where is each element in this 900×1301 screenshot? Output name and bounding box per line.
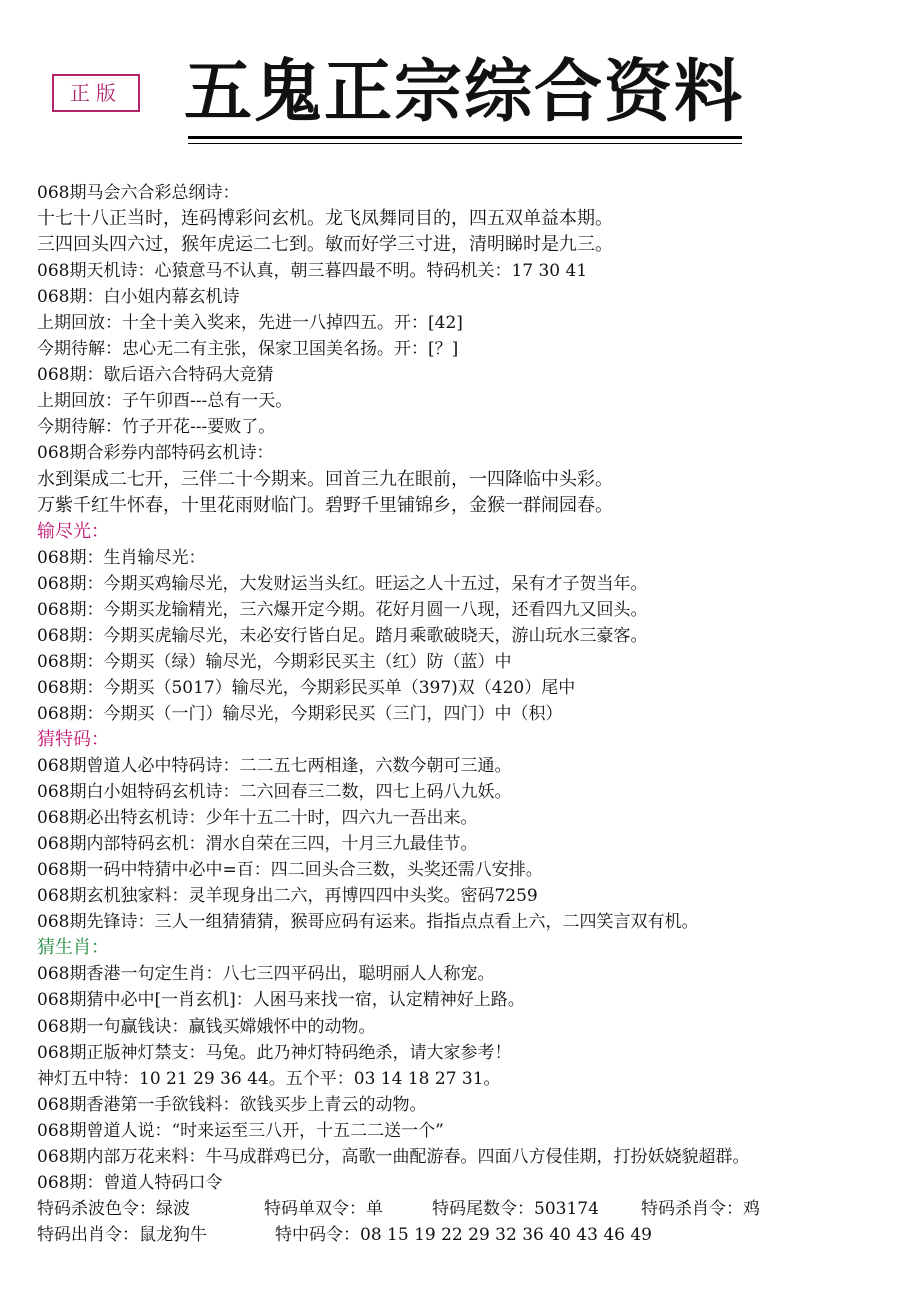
text-line: 068期：生肖输尽光： — [37, 547, 206, 568]
text-line: 068期：今期买鸡输尽光，大发财运当头红。旺运之人十五过，呆有才子贺当年。 — [37, 573, 648, 594]
text-line: 上期回放：子午卯酉---总有一天。 — [37, 391, 293, 412]
text-line: 068期：今期买（绿）输尽光，今期彩民买主（红）防（蓝）中 — [37, 651, 512, 672]
text-line: 068期香港第一手欲钱料：欲钱买步上青云的动物。 — [37, 1094, 427, 1115]
text-line: 068期玄机独家料：灵羊现身出二六，再博四四中头奖。密码7259 — [37, 886, 538, 907]
title-rule-thin — [188, 143, 742, 144]
text-line: 068期白小姐特码玄机诗：二六回春三二数，四七上码八九妖。 — [37, 782, 512, 803]
code-kill-color: 特码杀波色令：绿波 — [37, 1198, 190, 1219]
text-line: 神灯五中特：10 21 29 36 44。五个平：03 14 18 27 31。 — [37, 1068, 501, 1089]
text-line: 068期香港一句定生肖：八七三四平码出，聪明丽人人称宠。 — [37, 964, 495, 985]
text-line: 068期曾道人说：“时来运至三八开，十五二二送一个” — [37, 1120, 444, 1141]
section-heading-guess-zodiac: 猜生肖： — [37, 937, 109, 959]
text-line: 068期天机诗：心猿意马不认真，朝三暮四最不明。特码机关：17 30 41 — [37, 261, 588, 282]
section-heading-guess-code: 猜特码： — [37, 728, 109, 750]
text-line: 068期合彩券内部特码玄机诗： — [37, 443, 274, 464]
text-line: 068期一码中特猜中必中=百：四二回头合三数，头奖还需八安排。 — [37, 860, 543, 881]
text-line: 万紫千红牛怀春，十里花雨财临门。碧野千里铺锦乡，金猴一群闹园春。 — [37, 494, 613, 516]
code-odd-even: 特码单双令：单 — [264, 1198, 383, 1219]
text-line: 三四回头四六过，猴年虎运二七到。敏而好学三寸进，清明睇时是九三。 — [37, 234, 613, 256]
text-line: 068期：曾道人特码口令 — [37, 1172, 223, 1193]
page-title: 五鬼正宗综合资料 — [184, 53, 745, 132]
text-line: 068期：白小姐内幕玄机诗 — [37, 287, 240, 308]
code-row-2 — [37, 1222, 892, 1248]
text-line: 上期回放：十全十美入奖来，先进一八掉四五。开：[42] — [37, 313, 463, 334]
text-line: 今期待解：竹子开花---要败了。 — [37, 417, 276, 438]
document-body — [37, 180, 892, 1248]
text-line: 068期曾道人必中特码诗：二二五七两相逢，六数今朝可三通。 — [37, 756, 512, 777]
text-line: 068期：今期买（一门）输尽光，今期彩民买（三门，四门）中（积） — [37, 703, 563, 724]
text-line: 十七十八正当时，连码博彩问玄机。龙飞凤舞同目的，四五双单益本期。 — [37, 208, 613, 230]
text-line: 068期正版神灯禁支：马兔。此乃神灯特码绝杀，请大家参考！ — [37, 1042, 512, 1063]
code-hit-numbers: 特中码令：08 15 19 22 29 32 36 40 43 46 49 — [275, 1224, 652, 1245]
official-badge: 正版 — [52, 74, 140, 112]
text-line: 068期一句赢钱诀：赢钱买嫦娥怀中的动物。 — [37, 1016, 376, 1037]
text-line: 068期先锋诗：三人一组猜猜猜，猴哥应码有运来。指指点点看上六，二四笑言双有机。 — [37, 912, 699, 933]
code-tail-digits: 特码尾数令：503174 — [432, 1198, 599, 1219]
text-line: 068期内部特码玄机：渭水自荣在三四，十月三九最佳节。 — [37, 834, 478, 855]
code-out-zodiac: 特码出肖令：鼠龙狗牛 — [37, 1224, 207, 1245]
text-line: 068期：今期买（5017）输尽光，今期彩民买单（397)双（420）尾中 — [37, 677, 576, 698]
text-line: 068期：今期买虎输尽光，未必安行皆白足。踏月乘歌破晓天，游山玩水三豪客。 — [37, 625, 648, 646]
code-row-1 — [37, 1196, 892, 1222]
code-kill-zodiac: 特码杀肖令：鸡 — [641, 1198, 760, 1219]
text-line: 068期必出特玄机诗：少年十五二十时，四六九一吾出来。 — [37, 808, 478, 829]
text-line: 068期内部万花来料：牛马成群鸡已分，高歌一曲配游春。四面八方侵佳期，打扮妖娆貌超群。 — [37, 1146, 750, 1167]
section-heading-lose: 输尽光： — [37, 520, 109, 542]
text-line: 水到渠成二七开，三伴二十今期来。回首三九在眼前，一四降临中头彩。 — [37, 468, 613, 490]
text-line: 068期：歇后语六合特码大竞猜 — [37, 365, 274, 386]
title-rule-thick — [188, 136, 742, 139]
text-line: 068期猜中必中[一肖玄机]：人困马来找一宿，认定精神好上路。 — [37, 990, 525, 1011]
text-line: 068期马会六合彩总纲诗： — [37, 183, 240, 203]
text-line: 今期待解：忠心无二有主张，保家卫国美名扬。开：[？] — [37, 339, 459, 360]
text-line: 068期：今期买龙输精光，三六爆开定今期。花好月圆一八现，还看四九又回头。 — [37, 599, 648, 620]
